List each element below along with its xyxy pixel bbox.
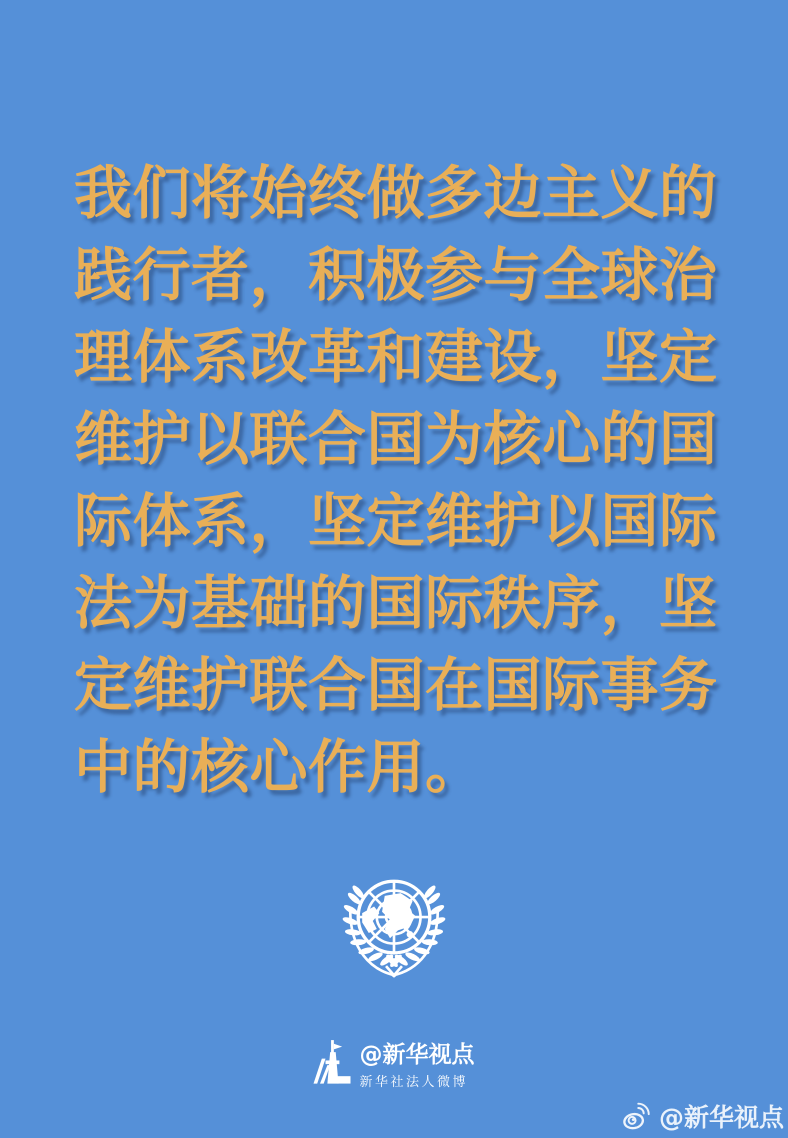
weibo-icon <box>622 1101 653 1132</box>
signature-subtitle: 新华社法人微博 <box>359 1075 469 1091</box>
quote-line: 践行者，积极参与全球治 <box>74 241 718 309</box>
quote-text <box>74 152 734 808</box>
quote-line: 际体系，坚定维护以国际 <box>74 487 718 555</box>
quote-line: 定维护联合国在国际事务 <box>74 651 718 719</box>
quote-line: 中的核心作用。 <box>74 733 484 801</box>
quote-line: 理体系改革和建设，坚定 <box>74 323 718 391</box>
signature-handle: @新华视点 <box>359 1041 475 1068</box>
watermark-handle: @新华视点 <box>658 1103 784 1132</box>
un-emblem-icon <box>321 864 467 990</box>
xinhua-signature <box>314 1040 475 1092</box>
xinhua-building-icon <box>314 1040 351 1092</box>
quote-line: 我们将始终做多边主义的 <box>74 159 718 227</box>
weibo-watermark <box>622 1098 784 1134</box>
quote-line: 法为基础的国际秩序，坚 <box>74 569 718 637</box>
signature-text <box>360 1042 475 1090</box>
quote-line: 维护以联合国为核心的国 <box>74 405 718 473</box>
